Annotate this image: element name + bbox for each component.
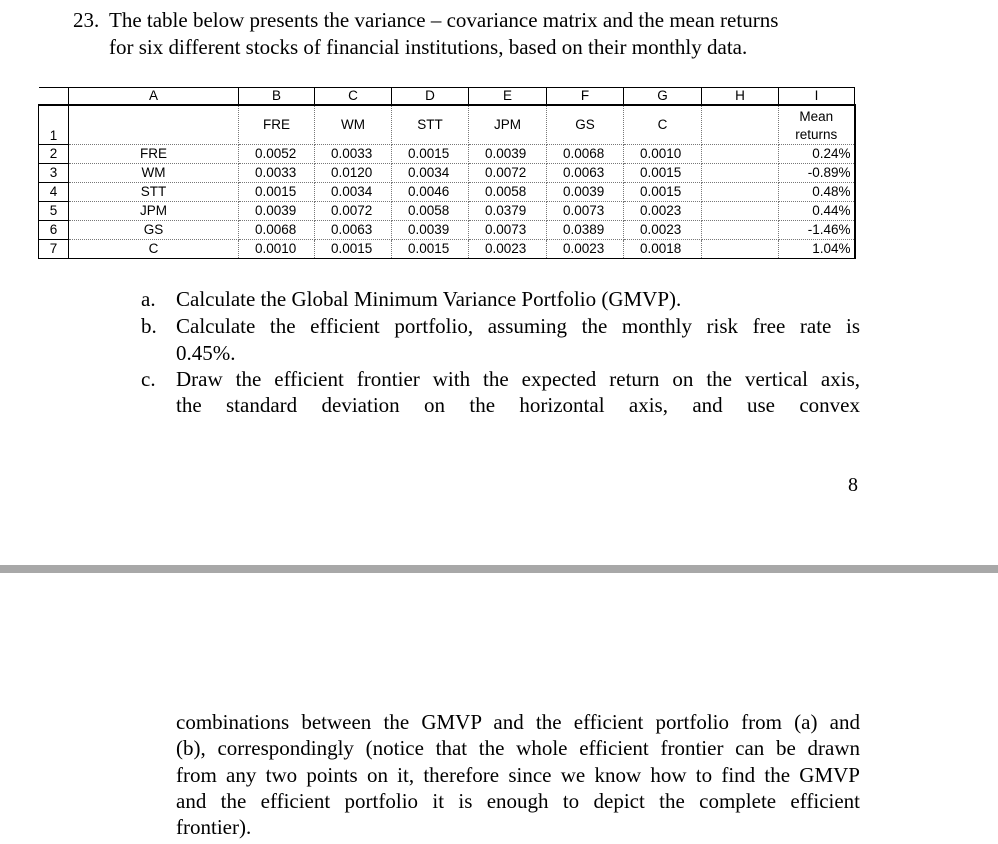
row-label: JPM xyxy=(69,202,239,221)
row-number: 6 xyxy=(39,221,69,240)
cell: 0.0039 xyxy=(239,202,315,221)
cell: 0.0018 xyxy=(624,240,702,259)
col-letter: D xyxy=(392,88,469,106)
header-cell: JPM xyxy=(469,105,547,145)
col-letter: I xyxy=(779,88,855,106)
cell: 0.0023 xyxy=(624,202,702,221)
mean-cell: 0.48% xyxy=(779,183,855,202)
mean-cell: -1.46% xyxy=(779,221,855,240)
cell: 0.0052 xyxy=(239,145,315,164)
table-row xyxy=(39,145,855,164)
cell: 0.0068 xyxy=(239,221,315,240)
cell: 0.0015 xyxy=(239,183,315,202)
part-a-text: Calculate the Global Minimum Variance Portfolio (GMVP). xyxy=(176,287,682,311)
cell: 0.0063 xyxy=(315,221,392,240)
row-label: C xyxy=(69,240,239,259)
cell: 0.0033 xyxy=(315,145,392,164)
continuation-line-3: from any two points on it, therefore since we know how to find the GMVP xyxy=(176,763,860,787)
cell: 0.0046 xyxy=(392,183,469,202)
table-row xyxy=(39,202,855,221)
cell: 0.0389 xyxy=(547,221,624,240)
cell: 0.0120 xyxy=(315,164,392,183)
row-number: 3 xyxy=(39,164,69,183)
cell: 0.0033 xyxy=(239,164,315,183)
cell xyxy=(702,240,779,259)
row-number: 1 xyxy=(39,105,69,145)
row-number: 2 xyxy=(39,145,69,164)
cell: 0.0058 xyxy=(392,202,469,221)
mean-header-line-2: returns xyxy=(795,127,838,142)
col-letter: E xyxy=(469,88,547,106)
table-row xyxy=(39,240,855,259)
cell: 0.0072 xyxy=(469,164,547,183)
part-c-line-2: the standard deviation on the horizontal axis, and use convex xyxy=(176,393,860,417)
table-row xyxy=(39,164,855,183)
table-row xyxy=(39,221,855,240)
cell xyxy=(702,221,779,240)
cell: 0.0010 xyxy=(239,240,315,259)
mean-returns-header xyxy=(779,105,855,145)
cell xyxy=(702,202,779,221)
header-cell: WM xyxy=(315,105,392,145)
col-letter: H xyxy=(702,88,779,106)
question-text-line-2: for six different stocks of financial institutions, based on their monthly data. xyxy=(109,35,748,59)
header-cell: GS xyxy=(547,105,624,145)
cell: 0.0010 xyxy=(624,145,702,164)
cell: 0.0023 xyxy=(469,240,547,259)
header-cell: C xyxy=(624,105,702,145)
header-cell xyxy=(69,105,239,145)
col-letter: G xyxy=(624,88,702,106)
cell xyxy=(702,183,779,202)
question-number: 23. xyxy=(73,8,100,32)
row-label: GS xyxy=(69,221,239,240)
header-cell: STT xyxy=(392,105,469,145)
mean-cell: 0.44% xyxy=(779,202,855,221)
cell xyxy=(702,164,779,183)
part-b-line-1: Calculate the efficient portfolio, assuming the monthly risk free rate is xyxy=(176,314,860,338)
cell: 0.0034 xyxy=(315,183,392,202)
mean-cell: 1.04% xyxy=(779,240,855,259)
cell: 0.0058 xyxy=(469,183,547,202)
part-a-letter: a. xyxy=(141,287,156,311)
covariance-spreadsheet xyxy=(38,87,856,259)
cell: 0.0068 xyxy=(547,145,624,164)
continuation-line-2: (b), correspondingly (notice that the whole efficient frontier can be drawn xyxy=(176,736,860,760)
part-b-line-2: 0.45%. xyxy=(176,341,236,365)
col-letter: C xyxy=(315,88,392,106)
row-number: 7 xyxy=(39,240,69,259)
row-number: 5 xyxy=(39,202,69,221)
continuation-line-5: frontier). xyxy=(176,815,252,839)
continuation-line-4: and the efficient portfolio it is enough to depict the complete efficient xyxy=(176,789,860,813)
col-letter: B xyxy=(239,88,315,106)
header-cell xyxy=(702,105,779,145)
cell: 0.0379 xyxy=(469,202,547,221)
cell: 0.0034 xyxy=(392,164,469,183)
column-letter-row xyxy=(39,88,855,106)
table-row xyxy=(39,183,855,202)
cell: 0.0039 xyxy=(547,183,624,202)
cell: 0.0039 xyxy=(469,145,547,164)
part-b-letter: b. xyxy=(141,314,157,338)
mean-header-line-1: Mean xyxy=(799,109,834,124)
question-text-line-1: The table below presents the variance – covariance matrix and the mean returns xyxy=(109,8,779,32)
cell: 0.0072 xyxy=(315,202,392,221)
mean-cell: 0.24% xyxy=(779,145,855,164)
cell: 0.0073 xyxy=(469,221,547,240)
cell: 0.0015 xyxy=(315,240,392,259)
col-letter: A xyxy=(69,88,239,106)
cell: 0.0015 xyxy=(392,240,469,259)
continuation-line-1: combinations between the GMVP and the efficient portfolio from (a) and xyxy=(176,710,860,734)
mean-cell: -0.89% xyxy=(779,164,855,183)
row-number: 4 xyxy=(39,183,69,202)
page-break-divider xyxy=(0,565,998,573)
header-cell: FRE xyxy=(239,105,315,145)
row-label: STT xyxy=(69,183,239,202)
cell: 0.0063 xyxy=(547,164,624,183)
header-row xyxy=(39,105,855,145)
cell: 0.0039 xyxy=(392,221,469,240)
cell: 0.0015 xyxy=(624,183,702,202)
cell: 0.0073 xyxy=(547,202,624,221)
row-label: WM xyxy=(69,164,239,183)
cell: 0.0023 xyxy=(547,240,624,259)
corner-cell xyxy=(39,88,69,106)
cell: 0.0015 xyxy=(624,164,702,183)
part-c-letter: c. xyxy=(141,367,156,391)
cell: 0.0023 xyxy=(624,221,702,240)
page-number: 8 xyxy=(848,474,858,496)
row-label: FRE xyxy=(69,145,239,164)
cell xyxy=(702,145,779,164)
col-letter: F xyxy=(547,88,624,106)
cell: 0.0015 xyxy=(392,145,469,164)
part-c-line-1: Draw the efficient frontier with the expected return on the vertical axis, xyxy=(176,367,860,391)
